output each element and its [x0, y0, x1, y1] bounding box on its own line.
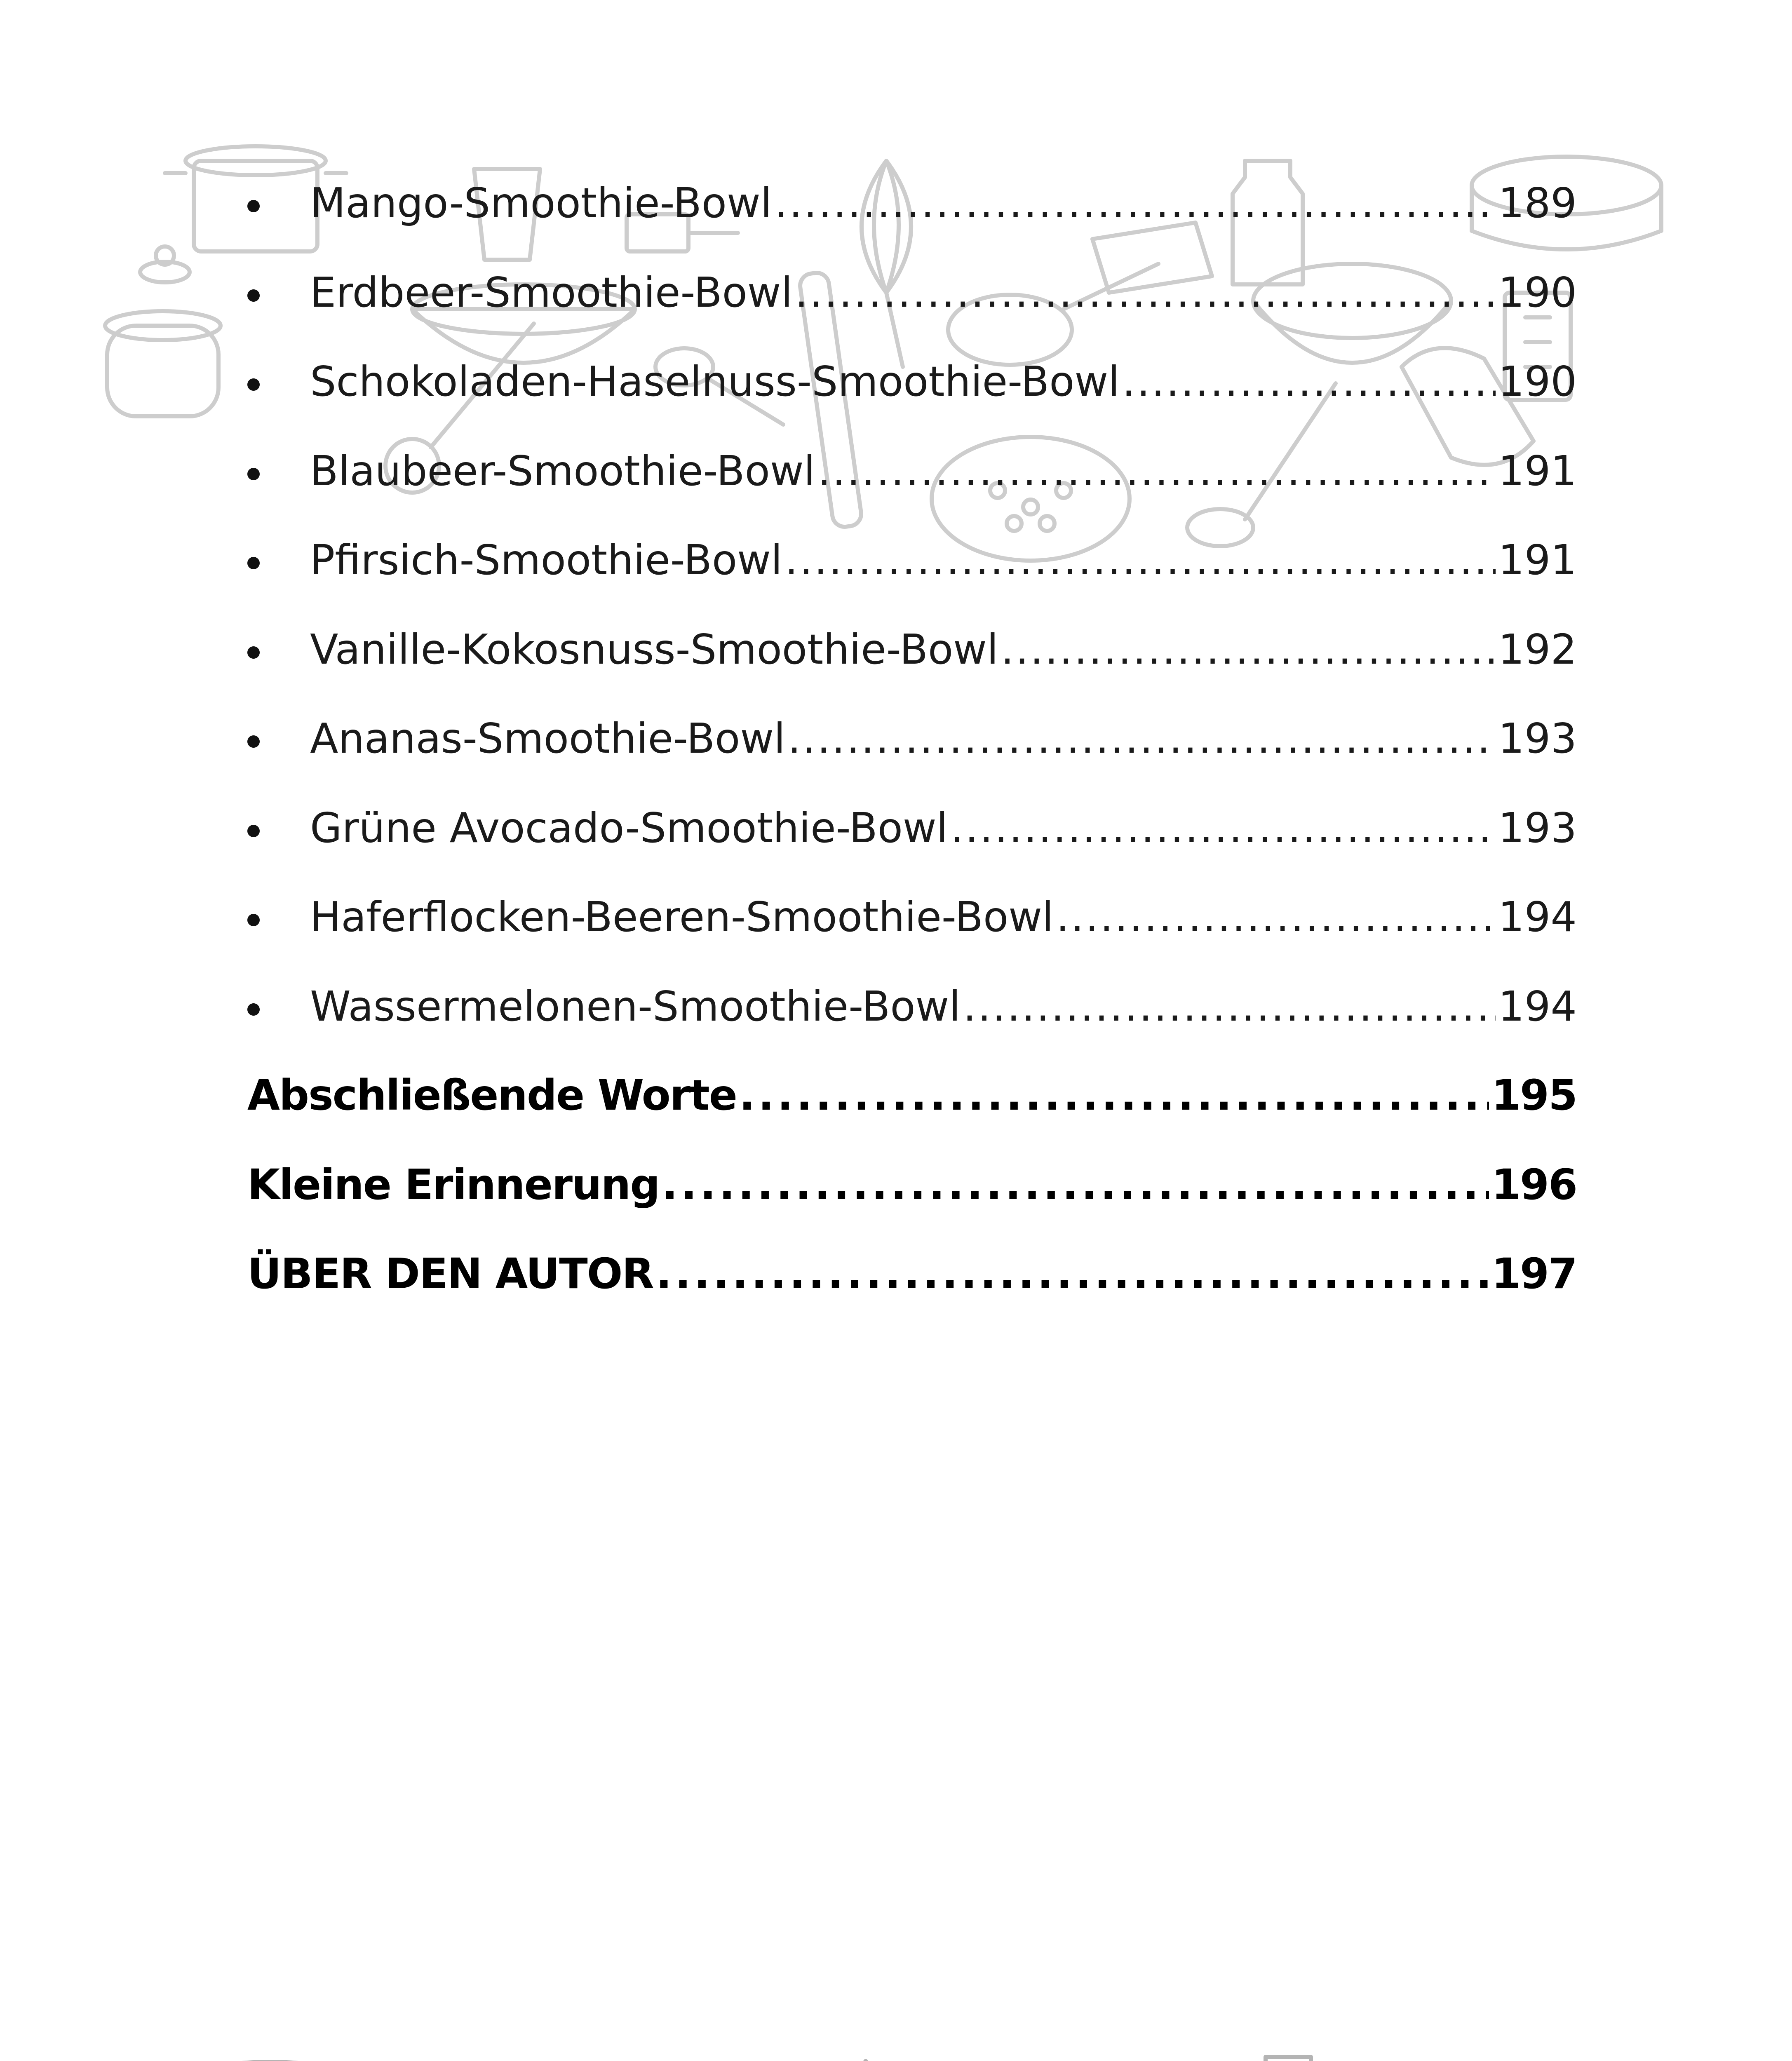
- toc-entry-page: 191: [1498, 446, 1577, 495]
- toc-entry-page: 190: [1498, 268, 1577, 317]
- dot-leader: [795, 248, 1496, 338]
- toc-entry-label: Ananas-Smoothie-Bowl: [310, 714, 785, 763]
- toc-section[interactable]: [247, 1230, 1577, 1319]
- dot-leader: [739, 1051, 1489, 1141]
- toc-entry[interactable]: [247, 427, 1577, 516]
- toc-entry-page: 194: [1498, 982, 1577, 1030]
- toc-entry-label: Erdbeer-Smoothie-Bowl: [310, 268, 793, 317]
- dot-leader: [963, 962, 1496, 1052]
- toc-section[interactable]: [247, 1141, 1577, 1230]
- toc-entry-label: Blaubeer-Smoothie-Bowl: [310, 446, 815, 495]
- toc-section-page: 195: [1491, 1071, 1577, 1120]
- toc-entry[interactable]: [247, 159, 1577, 248]
- toc-entry-page: 190: [1498, 357, 1577, 406]
- toc-entry[interactable]: [247, 694, 1577, 784]
- toc-entry-label: Vanille-Kokosnuss-Smoothie-Bowl: [310, 625, 998, 674]
- dot-leader: [950, 784, 1496, 873]
- toc-entry-label: Haferflocken-Beeren-Smoothie-Bowl: [310, 893, 1054, 941]
- lidded-pot-icon: [105, 246, 221, 416]
- toc-entry-page: 191: [1498, 536, 1577, 584]
- dot-leader: [1001, 605, 1496, 695]
- toc-entry-page: 193: [1498, 803, 1577, 852]
- bullet-icon: [247, 468, 260, 480]
- bullet-icon: [247, 1003, 260, 1016]
- toc-entry-label: Mango-Smoothie-Bowl: [310, 179, 772, 227]
- toc-entry[interactable]: [247, 784, 1577, 873]
- kitchen-doodles-bottom: [0, 2040, 1792, 2061]
- dot-leader: [785, 516, 1496, 605]
- toc-entry-label: Pfirsich-Smoothie-Bowl: [310, 536, 782, 584]
- dot-leader: [1056, 873, 1496, 962]
- toc-section[interactable]: [247, 1051, 1577, 1141]
- toc-entry[interactable]: [247, 516, 1577, 605]
- toc-entry-label: Grüne Avocado-Smoothie-Bowl: [310, 803, 948, 852]
- dot-leader: [775, 159, 1496, 248]
- toc-entry-label: Schokoladen-Haselnuss-Smoothie-Bowl: [310, 357, 1120, 406]
- carafe-icon: [1253, 2057, 1323, 2061]
- dot-leader: [656, 1230, 1489, 1319]
- toc-entry[interactable]: [247, 605, 1577, 695]
- dot-leader: [788, 694, 1496, 784]
- toc-entry[interactable]: [247, 337, 1577, 427]
- toc-section-page: 196: [1491, 1160, 1577, 1209]
- table-of-contents: [247, 159, 1577, 1319]
- toc-section-label: ÜBER DEN AUTOR: [247, 1249, 653, 1298]
- dot-leader: [1122, 337, 1496, 427]
- toc-entry-page: 189: [1498, 179, 1577, 227]
- dot-leader: [662, 1141, 1489, 1230]
- toc-entry[interactable]: [247, 248, 1577, 338]
- toc-entry-label: Wassermelonen-Smoothie-Bowl: [310, 982, 961, 1030]
- toc-section-page: 197: [1491, 1249, 1577, 1298]
- toc-section-label: Abschließende Worte: [247, 1071, 737, 1120]
- dot-leader: [817, 427, 1496, 516]
- toc-entry-page: 192: [1498, 625, 1577, 674]
- bullet-icon: [247, 289, 260, 302]
- toc-entry-page: 193: [1498, 714, 1577, 763]
- bullet-icon: [247, 646, 260, 659]
- toc-entry[interactable]: [247, 873, 1577, 962]
- toc-entry[interactable]: [247, 962, 1577, 1052]
- bullet-icon: [247, 825, 260, 837]
- toc-entry-page: 194: [1498, 893, 1577, 941]
- toc-section-label: Kleine Erinnerung: [247, 1160, 660, 1209]
